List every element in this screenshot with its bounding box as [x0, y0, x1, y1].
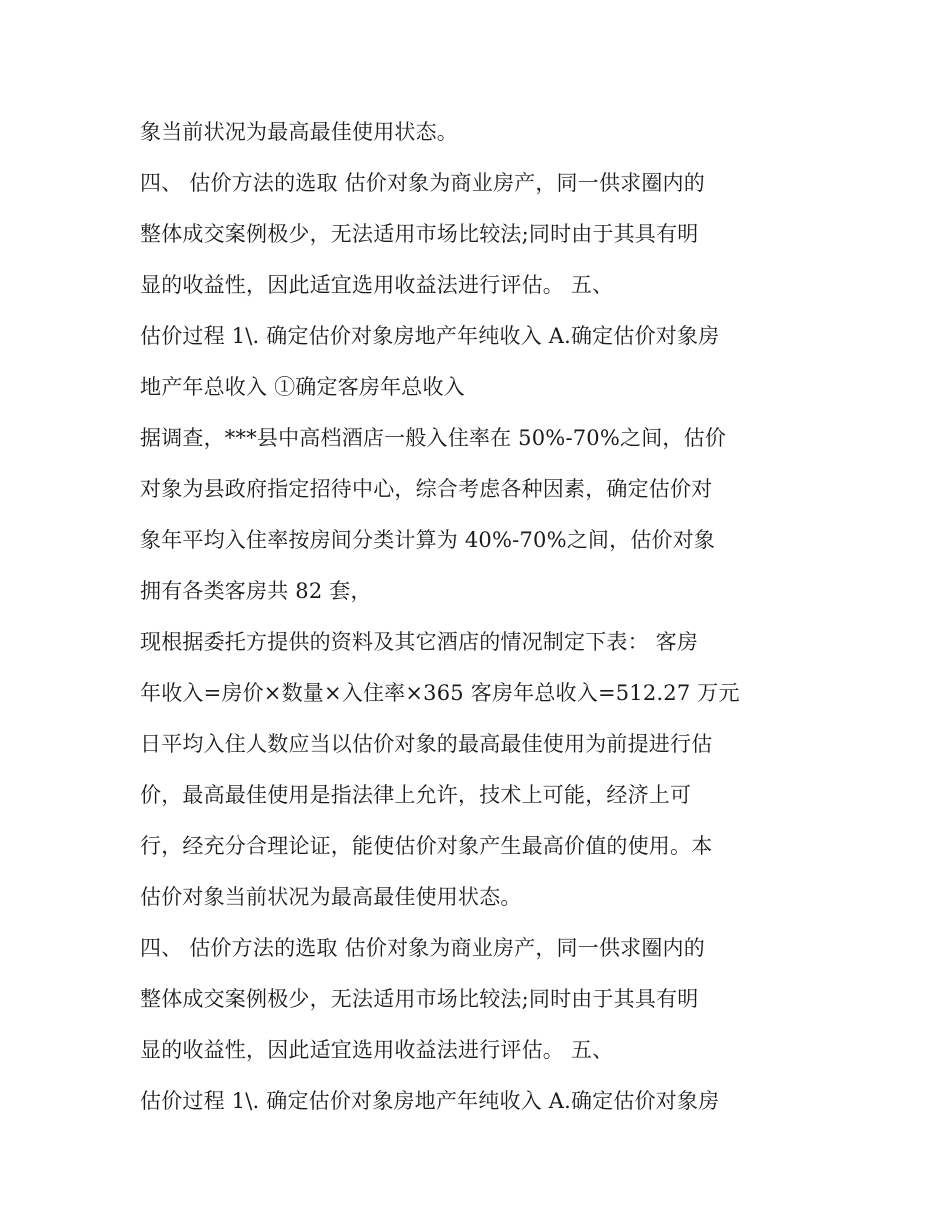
text-line: 显的收益性，因此适宜选用收益法进行评估。 五、: [140, 1038, 614, 1062]
document-body: [140, 107, 830, 1127]
text-line: 整体成交案例极少，无法适用市场比较法;同时由于其具有明: [140, 987, 699, 1011]
text-line: 行，经充分合理论证，能使估价对象产生最高价值的使用。本: [140, 834, 713, 858]
text-line: 四、 估价方法的选取 估价对象为商业房产，同一供求圈内的: [140, 936, 705, 960]
text-line: 整体成交案例极少，无法适用市场比较法;同时由于其具有明: [140, 222, 699, 246]
text-line: 现根据委托方提供的资料及其它酒店的情况制定下表： 客房: [140, 630, 699, 654]
text-line: 年收入=房价×数量×入住率×365 客房年总收入=512.27 万元: [140, 681, 740, 705]
text-line: 象年平均入住率按房间分类计算为 40%-70%之间，估价对象: [140, 528, 716, 552]
text-line: 估价过程 1\. 确定估价对象房地产年纯收入 A.确定估价对象房: [140, 324, 720, 348]
text-line: 显的收益性，因此适宜选用收益法进行评估。 五、: [140, 273, 614, 297]
text-line: 价，最高最佳使用是指法律上允许，技术上可能，经济上可: [140, 783, 692, 807]
text-line: 地产年总收入 ①确定客房年总收入: [140, 375, 465, 399]
text-line: 估价对象当前状况为最高最佳使用状态。: [140, 885, 522, 909]
text-line: 估价过程 1\. 确定估价对象房地产年纯收入 A.确定估价对象房: [140, 1089, 720, 1113]
text-line: 象当前状况为最高最佳使用状态。: [140, 120, 458, 144]
text-line: 四、 估价方法的选取 估价对象为商业房产，同一供求圈内的: [140, 171, 705, 195]
text-line: 拥有各类客房共 82 套，: [140, 579, 372, 603]
text-line: 对象为县政府指定招待中心，综合考虑各种因素，确定估价对: [140, 477, 713, 501]
text-line: 日平均入住人数应当以估价对象的最高最佳使用为前提进行估: [140, 732, 713, 756]
text-line: 据调查，***县中高档酒店一般入住率在 50%-70%之间，估价: [140, 426, 727, 450]
